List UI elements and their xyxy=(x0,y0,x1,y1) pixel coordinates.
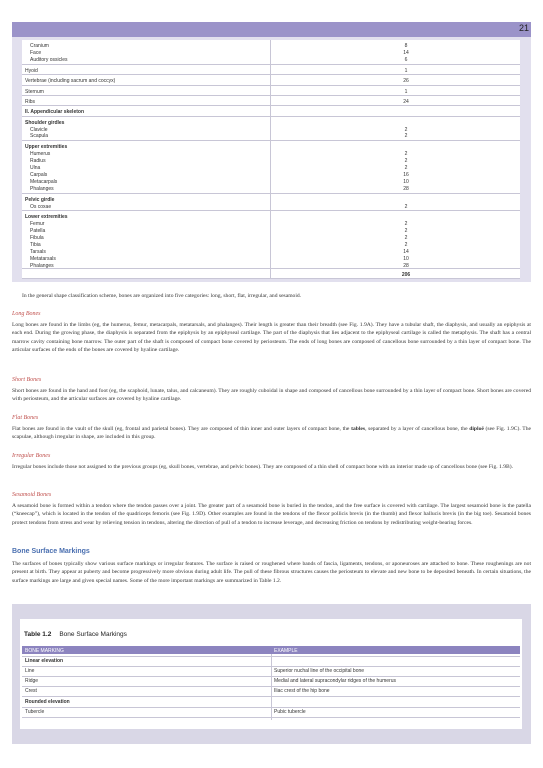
bone-name: Patella xyxy=(30,228,46,234)
flat-bones-paragraph xyxy=(12,425,531,442)
bone-count: 24 xyxy=(403,99,409,105)
table-row-divider xyxy=(22,140,520,141)
bone-name: Os coxae xyxy=(30,204,52,210)
table-row-divider xyxy=(22,74,520,75)
short-bones-heading: Short Bones xyxy=(12,377,42,383)
marking-name: Line xyxy=(25,668,35,674)
bone-count: 2 xyxy=(404,165,408,171)
marking-name: Tubercle xyxy=(25,709,45,715)
table-row-divider xyxy=(22,696,520,697)
bone-count: 2 xyxy=(404,242,408,248)
bone-name: Metacarpals xyxy=(30,179,58,185)
bone-count: 2 xyxy=(404,235,408,241)
table-1-1-column-divider xyxy=(270,40,271,279)
bone-name: Lower extremities xyxy=(25,214,68,220)
bone-name: Fibula xyxy=(30,235,44,241)
bone-count: 8 xyxy=(404,43,408,49)
table-row-divider xyxy=(22,676,520,677)
bone-count: 14 xyxy=(403,50,409,56)
bone-count: 1 xyxy=(404,68,408,74)
bone-name: Cranium xyxy=(30,43,49,49)
bone-name: Hyoid xyxy=(25,68,38,74)
bone-name: Tarsals xyxy=(30,249,46,255)
flat-bones-text-a: Flat bones are found in the vault of the skull (eg, frontal and parietal bones). They are composed of thin inner and outer layers of compact bone, the xyxy=(12,426,352,432)
bone-count: 1 xyxy=(404,89,408,95)
table-row-divider xyxy=(22,105,520,106)
marking-example: Iliac crest of the hip bone xyxy=(274,688,330,694)
header-bone-marking: BONE MARKING xyxy=(25,647,64,654)
short-bones-paragraph: Short bones are found in the hand and foot (eg, the scaphoid, lunate, talus, and calcaneum). They are roughly cuboidal in shape and composed of cancellous bone surrounded by a thin layer of compact bone. Short bones are covered with periosteum, and the articular surfaces are covered by hyaline cartilage. xyxy=(12,388,531,403)
bone-name: Scapula xyxy=(30,133,49,139)
table-row-divider xyxy=(22,686,520,687)
table-1-2-header xyxy=(22,646,520,654)
bone-name: Face xyxy=(30,50,42,56)
bone-count: 28 xyxy=(403,263,409,269)
table-row-divider xyxy=(22,278,520,279)
page-header-bar xyxy=(12,22,531,37)
marking-example: Medial and lateral supracondylar ridges of the humerus xyxy=(274,678,397,684)
irregular-bones-heading: Irregular Bones xyxy=(12,453,51,459)
table-row-divider xyxy=(22,64,520,65)
marking-example: Superior nuchal line of the occipital bone xyxy=(274,668,365,674)
table-row-divider xyxy=(22,656,520,657)
bone-name: Carpals xyxy=(30,172,48,178)
bone-name: Ulna xyxy=(30,165,41,171)
marking-name: Rounded elevation xyxy=(25,699,70,705)
bone-count: 206 xyxy=(401,272,411,278)
bone-name: Auditory ossicles xyxy=(30,57,68,63)
bone-name: Pelvic girdle xyxy=(25,197,55,203)
table-1-2-column-divider xyxy=(271,654,272,720)
bone-count: 10 xyxy=(403,179,409,185)
bone-name: Radius xyxy=(30,158,46,164)
page-number: 21 xyxy=(518,23,529,33)
flat-bones-text-b: , separated by a layer of cancellous bone, the xyxy=(365,426,470,432)
sesamoid-bones-paragraph: A sesamoid bone is formed within a tendon where the tendon passes over a joint. The greater part of a sesamoid bone is buried in the tendon, and the free surface is covered with cartilage. The largest sesamoid bone is the patella (“kneecap”), which is located in the tendon of the quadriceps femoris (see Fig. 1.9D). Other examples are found in the tendons of the flexor pollicis brevis (in the thumb) and flexor hallucis brevis (in the big toe). Sesamoid bones protect tendons from stress and wear by relieving tension in tendons, altering the direction of pull of a tendon to increase leverage, and decreasing friction on tendons by redistributing weight-bearing forces. xyxy=(12,503,531,526)
bone-count: 2 xyxy=(404,133,408,139)
bone-name: Sternum xyxy=(25,89,44,95)
table-row-divider xyxy=(22,85,520,86)
table-1-2-caption xyxy=(24,631,127,638)
surface-markings-paragraph: The surfaces of bones typically show various surface markings or irregular features. The surface is raised or roughened where bands of fascia, ligaments, tendons, or aponeuroses are attached to bone. These roughenings are not present at birth. They appear at puberty and become progressively more obvious during adult life. The pull of these fibrous structures causes the periosteum to elevate and new bone to be deposited beneath. In certain situations, the surface markings are large and given special names. Some of the more important markings are summarized in Table 1.2. xyxy=(12,561,531,584)
flat-bones-heading: Flat Bones xyxy=(12,415,39,421)
flat-bones-text-c: (see Fig. 1.9C). The scapulae, although irregular in shape, are included in this group. xyxy=(12,426,531,441)
bone-name: Phalanges xyxy=(30,186,54,192)
term-tables: tables xyxy=(351,426,366,432)
table-1-2-label: Table 1.2 xyxy=(24,631,52,638)
bone-name: Phalanges xyxy=(30,263,54,269)
marking-name: Linear elevation xyxy=(25,658,64,664)
table-row-divider xyxy=(22,116,520,117)
intro-paragraph: In the general shape classification scheme, bones are organized into five categories: long, short, flat, irregular, and sesamoid. xyxy=(22,293,302,299)
bone-name: Upper extremities xyxy=(25,144,68,150)
table-row-divider xyxy=(22,210,520,211)
long-bones-heading: Long Bones xyxy=(12,311,41,317)
table-row-divider xyxy=(22,717,520,718)
bone-name: II. Appendicular skeleton xyxy=(25,109,84,115)
marking-name: Crest xyxy=(25,688,37,694)
bone-count: 26 xyxy=(403,78,409,84)
bone-name: Humerus xyxy=(30,151,51,157)
table-row-divider xyxy=(22,193,520,194)
table-1-2-title: Bone Surface Markings xyxy=(59,631,127,638)
bone-count: 2 xyxy=(404,221,408,227)
bone-count: 2 xyxy=(404,151,408,157)
surface-markings-heading: Bone Surface Markings xyxy=(12,548,90,555)
table-row-divider xyxy=(22,666,520,667)
bone-count: 6 xyxy=(404,57,408,63)
bone-count: 2 xyxy=(404,127,408,133)
bone-count: 16 xyxy=(403,172,409,178)
bone-count: 2 xyxy=(404,158,408,164)
long-bones-paragraph: Long bones are found in the limbs (eg, the humerus, femur, metacarpals, metatarsals, and phalanges). Their length is greater than their breadth (see Fig. 1.9A). They have a tubular shaft, the diaphysis, and usually an epiphysis at each end. During the growing phase, the diaphysis is separated from the epiphysis by an epiphyseal cartilage. The part of the diaphysis that lies adjacent to the epiphyseal cartilage is called the metaphysis. The shaft has a central marrow cavity containing bone marrow. The outer part of the shaft is composed of compact bone covered by periosteum. The ends of long bones are composed of cancellous bone surrounded by a thin layer of compact bone. The articular surfaces of the ends of the bones are covered by hyaline cartilage. xyxy=(12,322,531,353)
table-row-divider xyxy=(22,95,520,96)
bone-count: 2 xyxy=(404,204,408,210)
bone-name: Vertebrae (including sacrum and coccyx) xyxy=(25,78,116,84)
bone-count: 2 xyxy=(404,228,408,234)
bone-name: Ribs xyxy=(25,99,36,105)
irregular-bones-paragraph: Irregular bones include those not assigned to the previous groups (eg, skull bones, vertebrae, and pelvic bones). They are composed of a thin shell of compact bone with an interior made up of cancellous bone (see Fig. 1.9B). xyxy=(12,464,514,470)
term-diploe: diploë xyxy=(469,426,484,432)
marking-example: Pubic tubercle xyxy=(274,709,306,715)
bone-name: Tibia xyxy=(30,242,41,248)
marking-name: Ridge xyxy=(25,678,39,684)
bone-count: 14 xyxy=(403,249,409,255)
bone-name: Metatarsals xyxy=(30,256,56,262)
table-row-divider xyxy=(22,707,520,708)
bone-count: 10 xyxy=(403,256,409,262)
bone-name: Shoulder girdles xyxy=(25,120,65,126)
bone-count: 28 xyxy=(403,186,409,192)
bone-name: Femur xyxy=(30,221,45,227)
sesamoid-bones-heading: Sesamoid Bones xyxy=(12,492,52,498)
header-example: EXAMPLE xyxy=(274,647,298,654)
bone-name: Clavicle xyxy=(30,127,48,133)
